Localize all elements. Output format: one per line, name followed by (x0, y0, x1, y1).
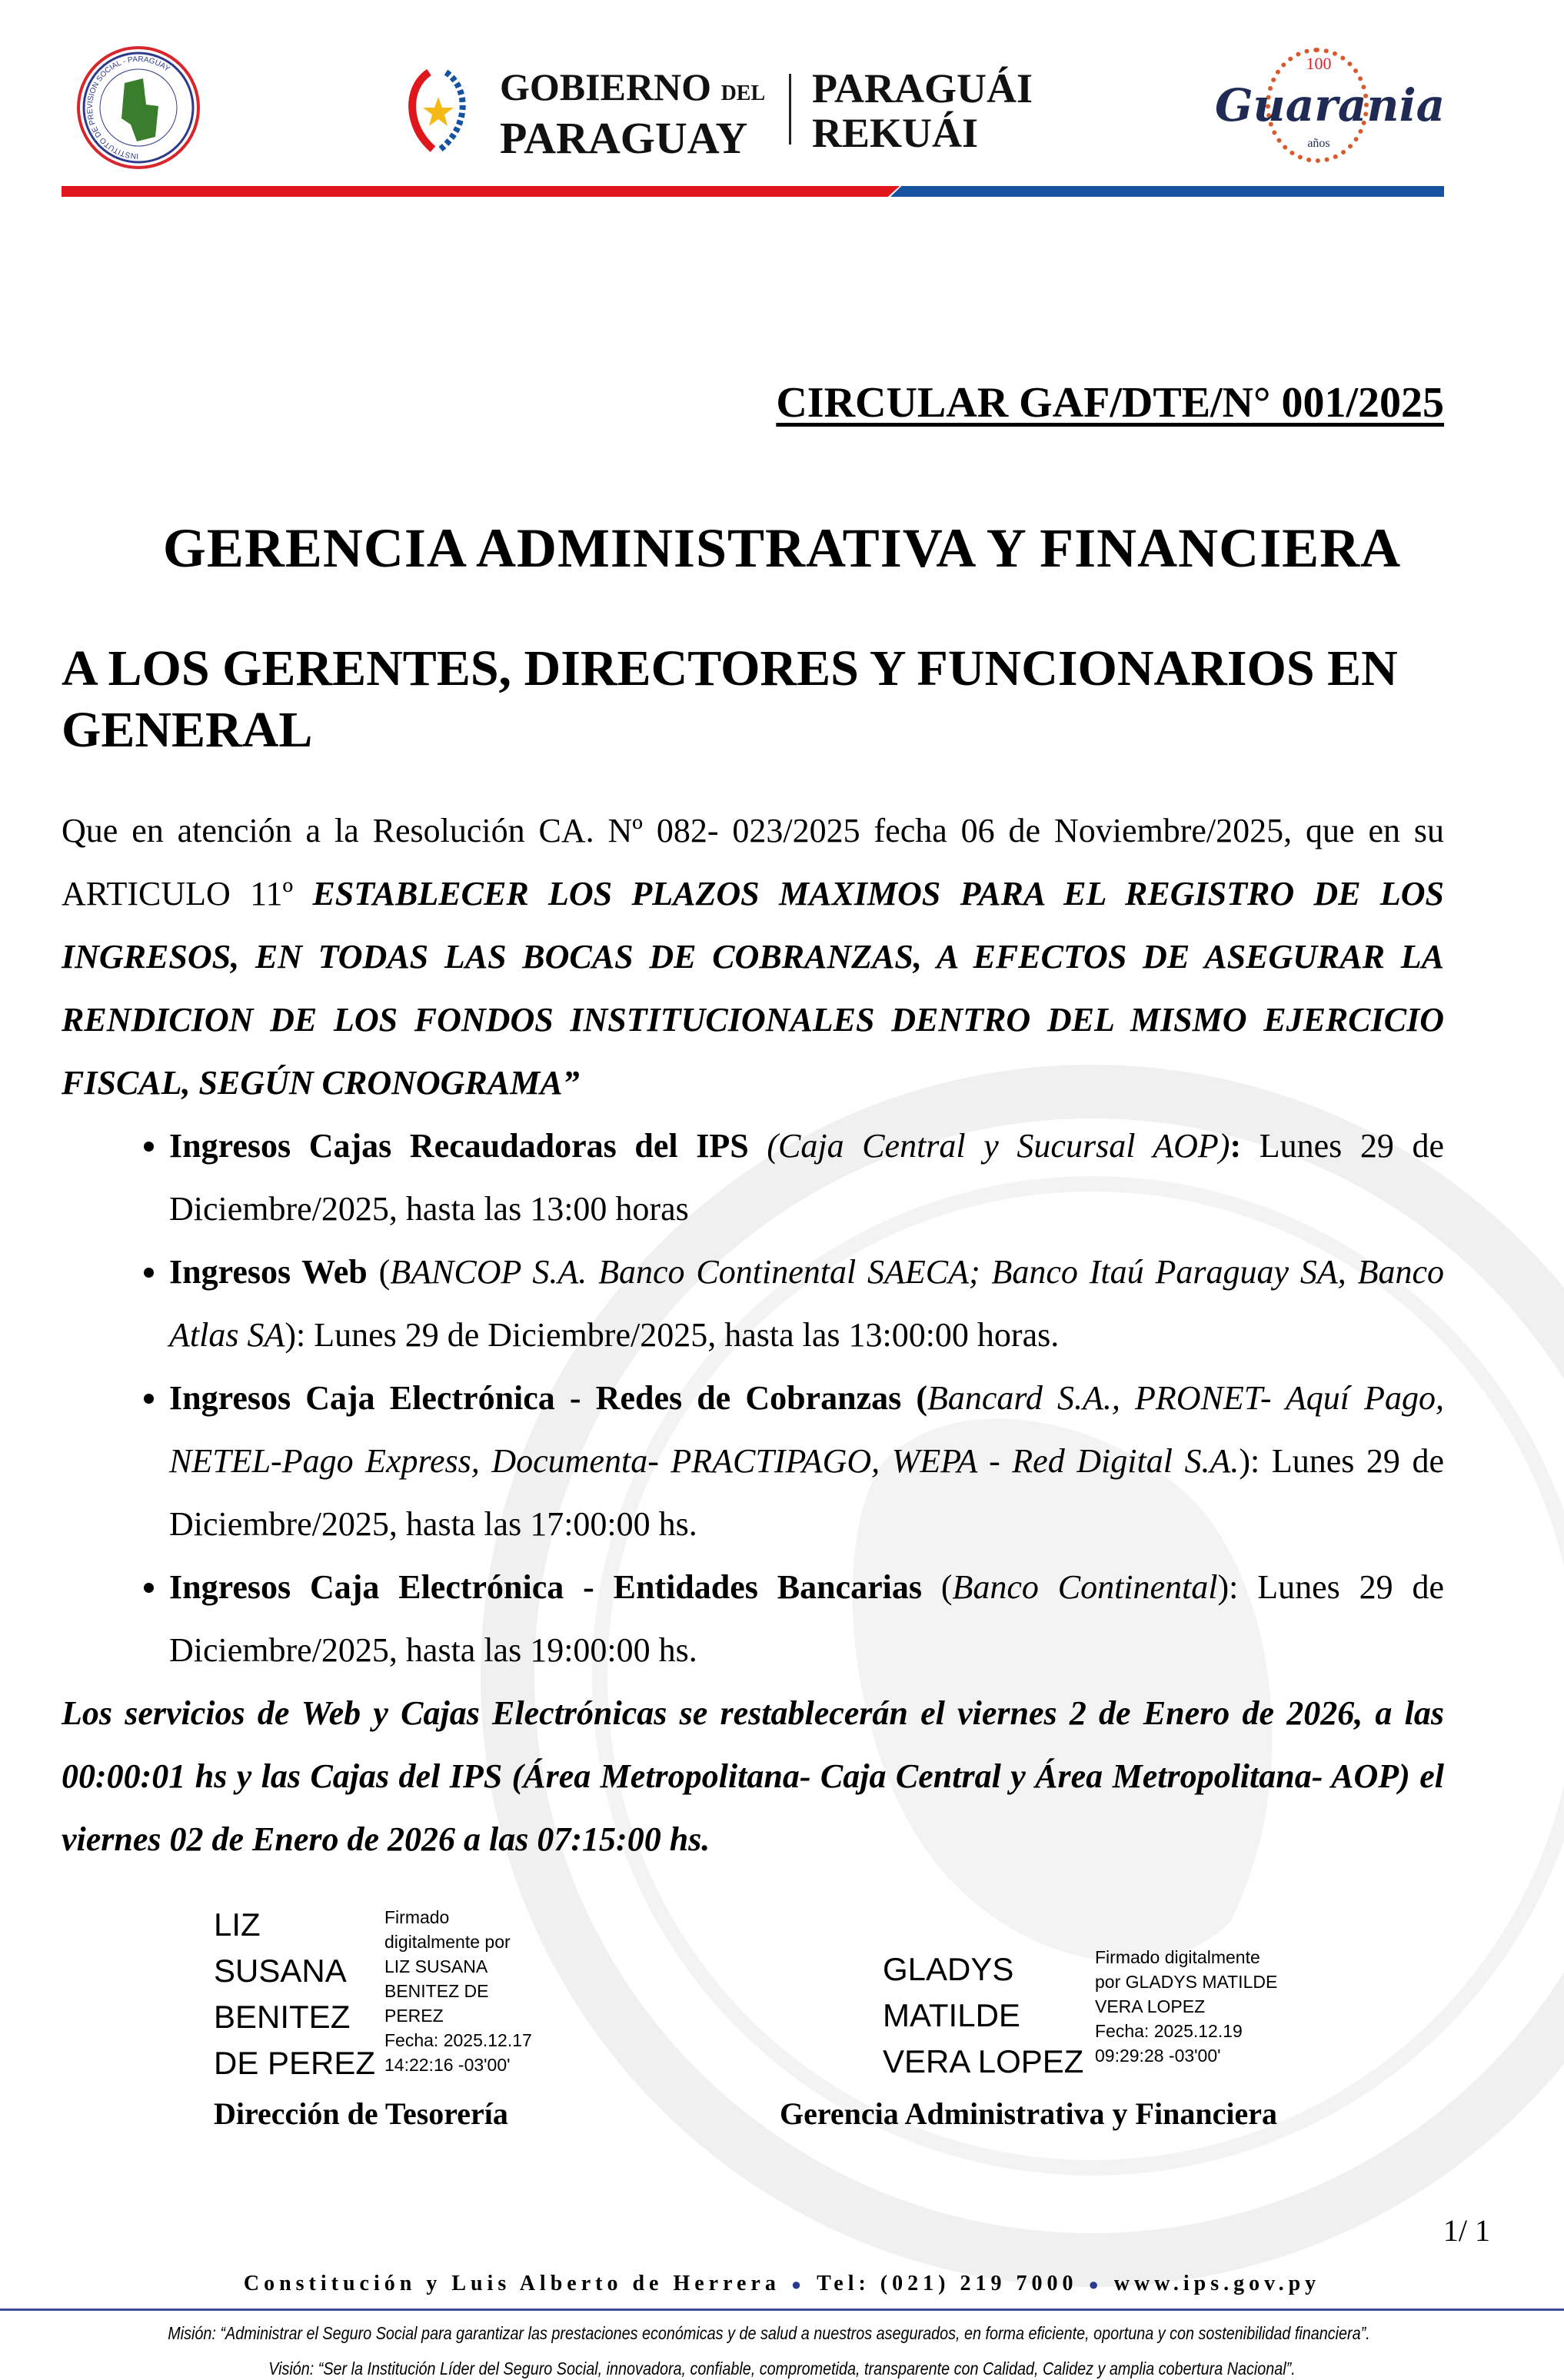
vision-statement: Visión: “Ser la Institución Líder del Seguro Social, innovadora, confiable, comprometida, transparente con Calidad, Calidez y amplia cobertura Nacional”. (268, 2358, 1296, 2378)
guarania-100-logo: 100 Guarania años (1215, 48, 1423, 163)
footer-divider (0, 2309, 1564, 2311)
schedule-item: • Ingresos Cajas Recaudadoras del IPS (Caja Central y Sucursal AOP): Lunes 29 de Diciembre/2025, hasta las 13:00 horas (169, 1115, 1444, 1241)
closing-paragraph: Los servicios de Web y Cajas Electrónicas se restablecerán el viernes 2 de Enero de 2026, a las 00:00:01 hs y las Cajas del IPS (Área Metropolitana- Caja Central y Área Metropolitana- AOP) el viernes 02 de Enero de 2026 a las 07:15:00 hs. (62, 1694, 1444, 1858)
schedule-item: • Ingresos Caja Electrónica - Redes de Cobranzas (Bancard S.A., PRONET- Aquí Pago, NETEL-Pago Express, Documenta- PRACTIPAGO, WEPA - Red Digital S.A.): Lunes 29 de Diciembre/2025, hasta las 17:00:00 hs. (169, 1367, 1444, 1556)
intro-paragraph: Que en atención a la Resolución CA. Nº 082- 023/2025 fecha 06 de Noviembre/2025, que en su ARTICULO 11º ESTABLECER LOS PLAZOS MAXIMOS PARA EL REGISTRO DE LOS INGRESOS, EN TODAS LAS BOCAS DE COBRANZAS, A EFECTOS DE ASEGURAR LA RENDICION DE LOS FONDOS INSTITUCIONALES DENTRO DEL MISMO EJERCICIO FISCAL, SEGÚN CRONOGRAMA” (62, 812, 1444, 1102)
signatures (62, 1902, 1444, 2132)
schedule-list (62, 1115, 1444, 1682)
signer-name: GLADYS MATILDE VERA LOPEZ (883, 1951, 1084, 2079)
bullet-icon: ● (790, 2275, 807, 2294)
circular-number: CIRCULAR GAF/DTE/N° 001/2025 (776, 379, 1444, 427)
ips-logo (75, 45, 201, 171)
signer-role: Gerencia Administrativa y Financiera (780, 2096, 1277, 2131)
signature-tesoreria (214, 1902, 532, 2131)
gov-name: GOBIERNO DEL PARAGUAY (500, 65, 766, 163)
digital-signature-info: Firmado digitalmente por LIZ SUSANA BENITEZ DE PEREZ Fecha: 2025.12.17 14:22:16 -03'00' (384, 1907, 532, 2075)
ips-logo-text: INSTITUTO DE PREVISION SOCIAL - PARAGUAY (85, 55, 171, 161)
digital-signature-info: Firmado digitalmente por GLADYS MATILDE VERA LOPEZ Fecha: 2025.12.19 09:29:28 -03'00' (1095, 1947, 1278, 2066)
footer-contact: Constitución y Luis Alberto de Herrera ● Tel: (021) 219 7000 ● www.ips.gov.py (243, 2272, 1321, 2295)
signer-name: LIZ SUSANA BENITEZ DE PEREZ (214, 1906, 376, 2081)
signature-gaf (883, 1946, 1278, 2085)
paraguay-coat-of-arms-icon (398, 65, 475, 157)
recipients-heading: A LOS GERENTES, DIRECTORES Y FUNCIONARIOS EN GENERAL (62, 640, 1398, 758)
mission-statement: Misión: “Administrar el Seguro Social para garantizar las prestaciones económicas y de salud a nuestros asegurados, en forma eficiente, oportuna y con sostenibilidad financiera”. (168, 2323, 1370, 2343)
header-stripe-red (62, 186, 900, 197)
website-link[interactable]: www.ips.gov.py (1113, 2272, 1321, 2295)
document-body (62, 799, 1444, 1871)
header-stripe-blue (890, 186, 1444, 197)
gov-slogan: PARAGUÁI REKUÁI (812, 65, 1033, 156)
schedule-item: • Ingresos Web (BANCOP S.A. Banco Continental SAECA; Banco Itaú Paraguay SA, Banco Atlas SA): Lunes 29 de Diciembre/2025, hasta las 13:00:00 horas. (169, 1241, 1444, 1367)
bullet-icon: ● (1088, 2275, 1103, 2294)
schedule-item: • Ingresos Caja Electrónica - Entidades Bancarias (Banco Continental): Lunes 29 de Diciembre/2025, hasta las 19:00:00 hs. (169, 1556, 1444, 1682)
logo-divider (789, 74, 791, 145)
document-title: GERENCIA ADMINISTRATIVA Y FINANCIERA (162, 517, 1402, 579)
signer-role: Dirección de Tesorería (214, 2096, 508, 2131)
document-flow (62, 799, 1444, 2132)
page-number: 1/ 1 (1443, 2213, 1490, 2248)
